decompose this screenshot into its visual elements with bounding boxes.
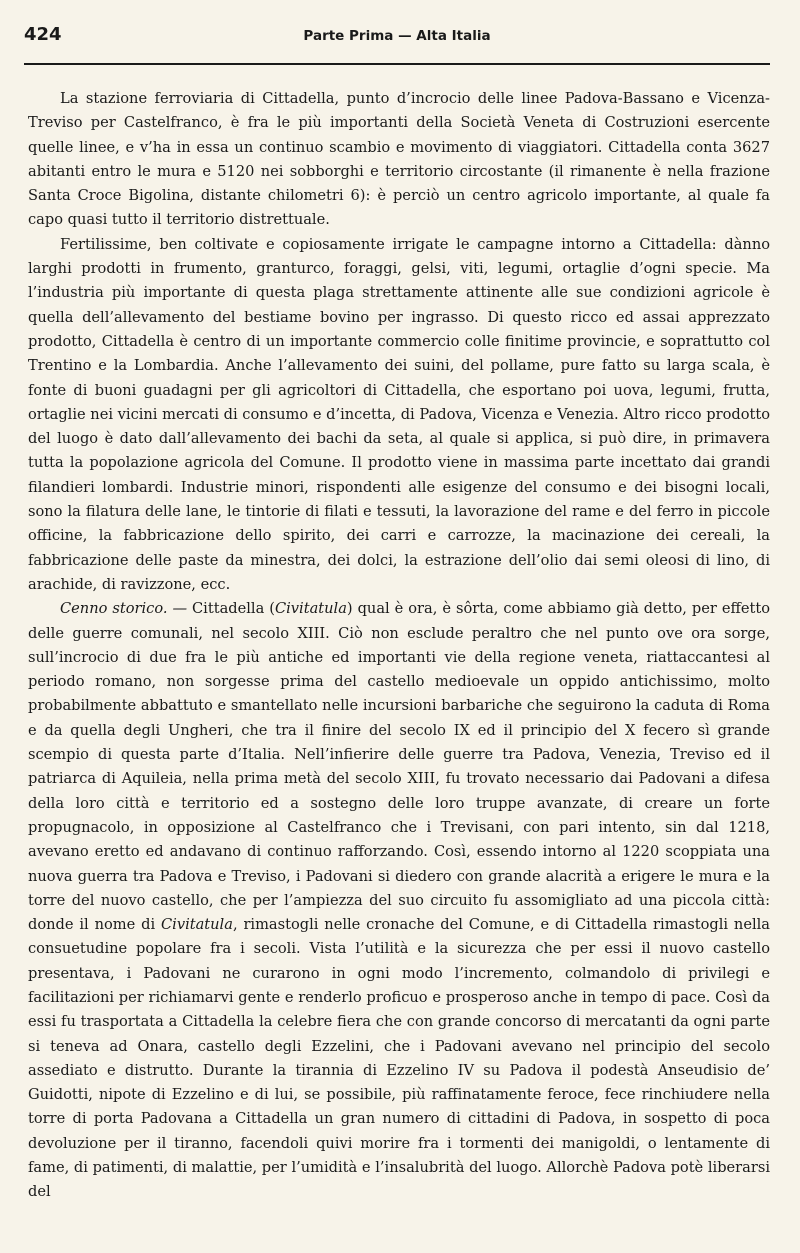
- running-head: Parte Prima — Alta Italia: [303, 28, 491, 44]
- page-header: [24, 24, 770, 45]
- historical-text-a: Cittadella (: [187, 600, 275, 618]
- latin-name: Civitatula: [274, 600, 347, 618]
- paragraph-historical: [28, 597, 770, 1204]
- page-number: 424: [24, 24, 62, 45]
- latin-name-2: Civitatula: [160, 916, 233, 934]
- historical-text-b: ) qual è ora, è sôrta, come abbiamo già detto, per effetto delle guerre comunali, nel secolo XIII. Ciò non esclude peraltro che nel punto ove ora sorge, sull’incrocio di due fra le più antiche ed importanti vie della regione veneta, riattaccantesi al periodo romano, non sorgesse prima del castello medioevale un oppido antichissimo, molto probabilmente abbattuto e smantellato nelle incursioni barbariche che seguirono la caduta di Roma e da quella degli Ungheri, che tra il finire del secolo IX ed il principio del X fecero sì grande scempio di questa parte d’Italia. Nell’infierire delle guerre tra Padova, Venezia, Treviso ed il patriarca di Aquileia, nella prima metà del secolo XIII, fu trovato necessario dai Padovani a difesa della loro città e territorio ed a sostegno delle loro truppe avanzate, di creare un forte propugnacolo, in opposizione al Castelfranco che i Trevisani, con pari intento, sin dal 1218, avevano eretto ed andavano di continuo rafforzando. Così, essendo intorno al 1220 scoppiata una nuova guerra tra Padova e Treviso, i Padovani si diedero con grande alacrità a erigere le mura e la torre del nuovo castello, che per l’ampiezza del suo circuito fu assomigliato ad una piccola città: donde il nome di: [28, 600, 770, 934]
- body-text: [28, 87, 770, 1205]
- header-rule: [24, 63, 770, 65]
- paragraph-agriculture: Fertilissime, ben coltivate e copiosamente irrigate le campagne intorno a Cittadella: dànno larghi prodotti in frumento, granturco, foraggi, gelsi, viti, legumi, ortaglie d’ogni specie. Ma l’industria più importante di questa plaga strettamente attinente alle sue condizioni agricole è quella dell’allevamento del bestiame bovino per ingrasso. Di questo ricco ed assai apprezzato prodotto, Cittadella è centro di un importante commercio colle finitime provincie, e soprattutto col Trentino e la Lombardia. Anche l’allevamento dei suini, del pollame, pure fatto su larga scala, è fonte di buoni guadagni per gli agricoltori di Cittadella, che esportano poi uova, legumi, frutta, ortaglie nei vicini mercati di consumo e d’incetta, di Padova, Vicenza e Venezia. Altro ricco prodotto del luogo è dato dall’allevamento dei bachi da seta, al quale si applica, si può dire, in primavera tutta la popolazione agricola del Comune. Il prodotto viene in massima parte incettato dai grandi filandieri lombardi. Industrie minori, rispondenti alle esigenze del consumo e dei bisogni locali, sono la filatura delle lane, le tintorie di filati e tessuti, la lavorazione del rame e del ferro in piccole officine, la fabbricazione dello spirito, dei carri e carrozze, la macinazione dei cereali, la fabbricazione delle paste da minestra, dei dolci, la estrazione dell’olio dai semi oleosi di lino, di arachide, di ravizzone, ecc.: [28, 235, 770, 593]
- historical-text-c: , rimastogli nelle cronache del Comune, e di Cittadella rimastogli nella consuetudine popolare fra i secoli. Vista l’utilità e la sicurezza che per essi il nuovo castello presentava, i Padovani ne curarono in ogni modo l’incremento, colmandolo di privilegi e facilitazioni per richiamarvi gente e renderlo proficuo e prosperoso anche in tempo di pace. Così da essi fu trasportata a Cittadella la celebre fiera che con grande concorso di mercatanti da ogni parte si teneva ad Onara, castello degli Ezzelini, che i Padovani avevano nel principio del secolo assediato e distrutto. Durante la tirannia di Ezzelino IV su Padova il podestà Anseudisio de’ Guidotti, nipote di Ezzelino e di lui, se possibile, più raffinatamente feroce, fece rinchiudere nella torre di porta Padovana a Cittadella un gran numero di cittadini di Padova, in sospetto di poca devoluzione per il tiranno, facendoli quivi morire fra i tormenti dei manigoldi, o lentamente di fame, di patimenti, di malattie, per l’umidità e l’insalubrità del luogo. Allorchè Padova potè liberarsi del: [28, 916, 770, 1201]
- section-label: Cenno storico. —: [60, 600, 188, 618]
- paragraph-station: La stazione ferroviaria di Cittadella, punto d’incrocio delle linee Padova-Bassano e Vicenza-Treviso per Castelfranco, è fra le più importanti della Società Veneta di Costruzioni esercente quelle linee, e v’ha in essa un continuo scambio e movimento di viaggiatori. Cittadella conta 3627 abitanti entro le mura e 5120 nei sobborghi e territorio circostante (il rimanente è nella frazione Santa Croce Bigolina, distante chilometri 6): è perciò un centro agricolo importante, al quale fa capo quasi tutto il territorio distrettuale.: [28, 90, 770, 229]
